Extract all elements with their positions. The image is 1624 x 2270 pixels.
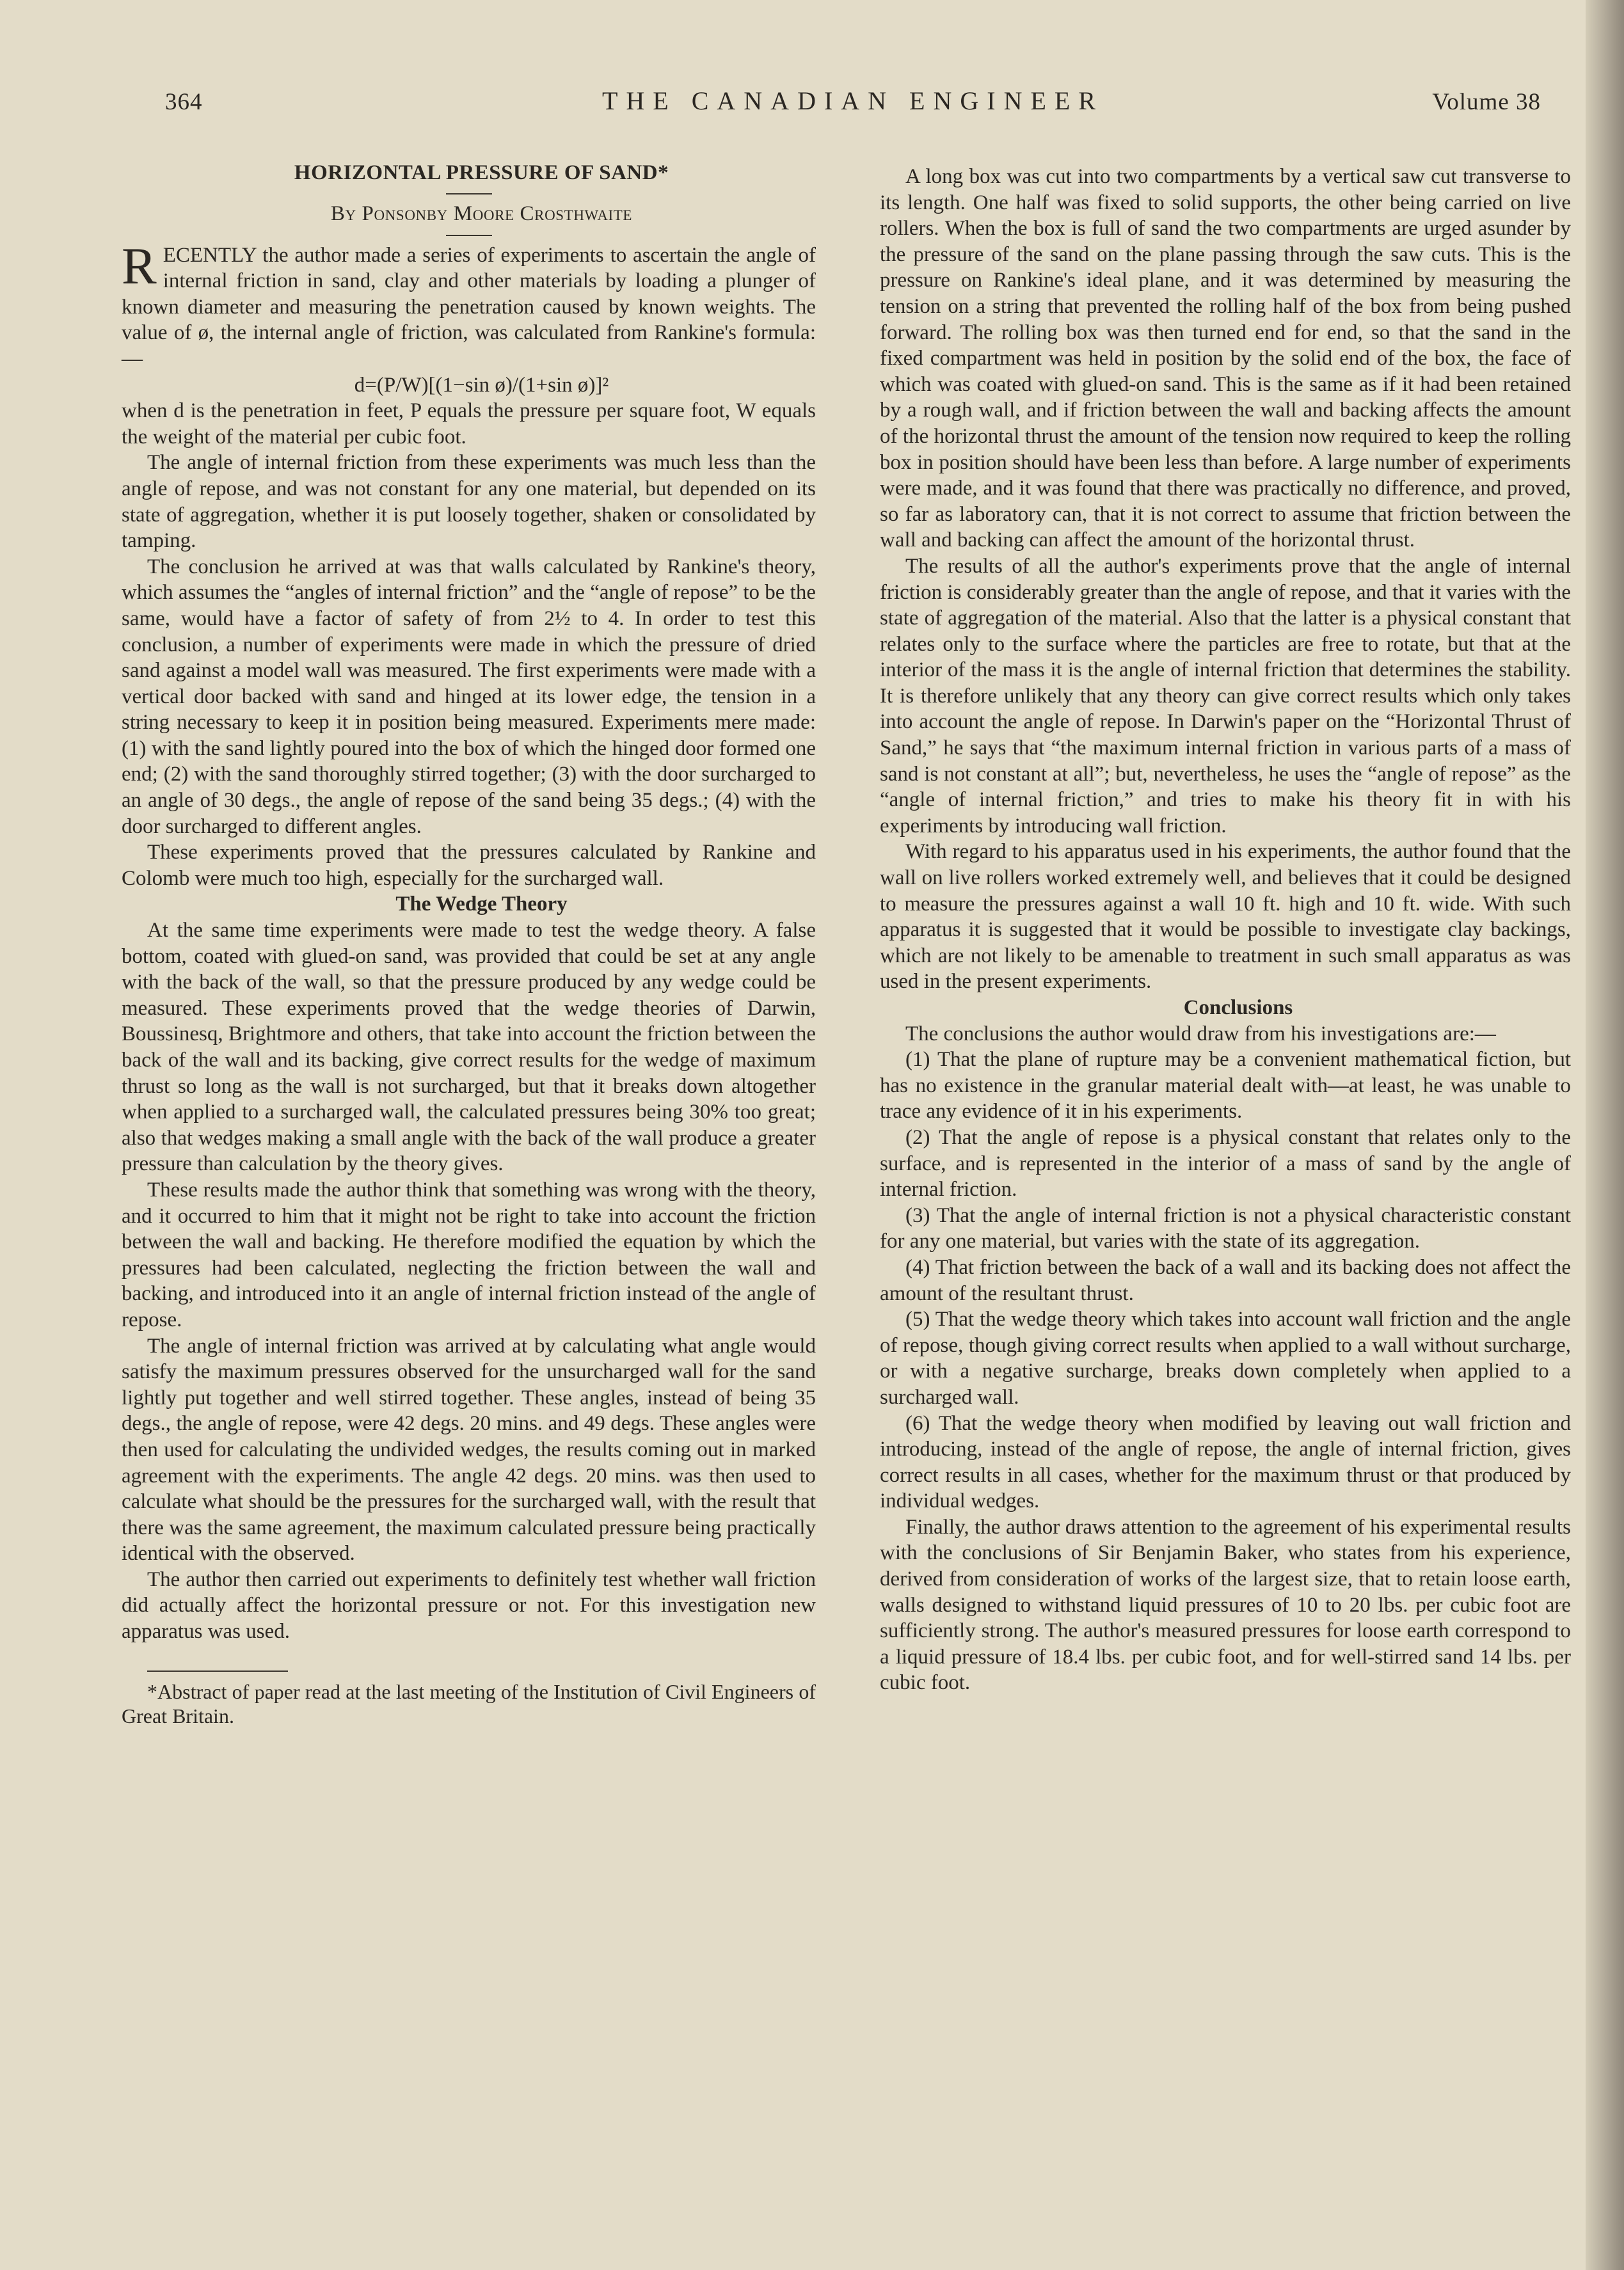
- left-column: [122, 160, 816, 1728]
- page-edge: [1586, 0, 1624, 2270]
- section-heading-conclusions: Conclusions: [1183, 996, 1293, 1019]
- rankine-formula: d=(P/W)[(1−sin ø)/(1+sin ø)]²: [354, 373, 609, 397]
- publication-title: THE CANADIAN ENGINEER: [601, 86, 1104, 115]
- footnote: *Abstract of paper read at the last meeting of the Institution of Civil Engineers of Great Britain.: [122, 1679, 816, 1727]
- conclusion-item: (4) That friction between the back of a wall and its backing does not affect the amount of the resultant thrust.: [880, 1255, 1571, 1305]
- footnote-rule: [147, 1671, 288, 1672]
- byline: [122, 201, 816, 227]
- page-number: 364: [165, 89, 203, 115]
- paragraph: The conclusion he arrived at was that walls calculated by Rankine's theory, which assumes the “angles of internal friction” and the “angle of repose” to be the same, would have a factor of safety of from 2½ to 4. In order to test this conclusion, a number of experiments were made in which the pressure of dried sand against a model wall was measured. The first experiments were made with a vertical door backed with sand and hinged at its lower edge, the tension in a string necessary to keep it in position being measured. Experiments mere made: (1) with the sand lightly poured into the box of which the hinged door formed one end; (2) with the sand thoroughly stirred together; (3) with the door surcharged to an angle of 30 degs., the angle of repose of the sand being 35 degs.; (4) with the door surcharged to different angles.: [122, 555, 816, 838]
- paragraph: when d is the penetration in feet, P equals the pressure per square foot, W equals the weight of the material per cubic foot.: [122, 399, 816, 448]
- paragraph: The angle of internal friction from these experiments was much less than the angle of repose, and was not constant for any one material, but depended on its state of aggregation, whether it is put loosely together, shaken or consolidated by tamping.: [122, 451, 816, 553]
- paragraph: These results made the author think that something was wrong with the theory, and it occurred to him that it might not be right to take into account the friction between the wall and backing. He therefore modified the equation by which the pressures had been calculated, neglecting the friction between the wall and backing, and introduced into it an angle of internal friction instead of the angle of repose.: [122, 1178, 816, 1331]
- paragraph: A long box was cut into two compartments by a vertical saw cut transverse to its length. One half was fixed to solid supports, the other being carried on live rollers. When the box is full of sand the two compartments are urged asunder by the pressure of the sand on the plane passing through the saw cuts. This is the pressure on Rankine's ideal plane, and it was determined by measuring the tension on a string that prevented the rolling half of the box from being pushed forward. The rolling box was then turned end for end, so that the sand in the fixed compartment was held in position by the solid end of the box, the face of which was coated with glued-on sand. This is the same as if it had been retained by a rough wall, and if friction between the wall and backing affects the amount of the horizontal thrust the amount of the tension now required to keep the rolling box in position should have been less than before. A large number of experiments were made, and it was found that there was practically no difference, and proved, so far as laboratory can, that it is not correct to assume that friction between the wall and backing can affect the amount of the horizontal thrust.: [880, 165, 1571, 552]
- conclusion-item: (6) That the wedge theory when modified by leaving out wall friction and introducing, instead of the angle of repose, the angle of internal friction, gives correct results in all cases, whether for the maximum thrust or that produced by individual wedges.: [880, 1411, 1571, 1513]
- article-title: HORIZONTAL PRESSURE OF SAND*: [294, 161, 669, 184]
- running-header: [165, 82, 1541, 127]
- paragraph-intro-text: ECENTLY the author made a series of experiments to ascertain the angle of internal friction in sand, clay and other materials by loading a plunger of known diameter and measuring the penetration caused by known weights. The value of ø, the internal angle of friction, was calculated from Rankine's formula:—: [122, 243, 816, 370]
- drop-cap: R: [122, 236, 157, 295]
- paragraph: Finally, the author draws attention to the agreement of his experimental results with the conclusions of Sir Benjamin Baker, who states from his experience, derived from consideration of works of the largest size, that to retain loose earth, walls designed to withstand liquid pressures of 10 to 20 lbs. per cubic foot are sufficiently strong. The author's measured pressures for loose earth correspond to a liquid pressure of 18.4 lbs. per cubic foot, and for well-stirred sand 14 lbs. per cubic foot.: [880, 1515, 1571, 1695]
- paragraph: The angle of internal friction was arrived at by calculating what angle would satisfy the maximum pressures observed for the unsurcharged wall for the sand lightly put together and well stirred together. These angles, instead of being 35 degs., the angle of repose, were 42 degs. 20 mins. and 49 degs. These angles were then used for calculating the undivided wedges, the results coming out in marked agreement with the experiments. The angle 42 degs. 20 mins. was then used to calculate what should be the pressures for the surcharged wall, with the result that there was the same agreement, the maximum calculated pressure being practically identical with the observed.: [122, 1334, 816, 1566]
- conclusion-item: (2) That the angle of repose is a physical constant that relates only to the surface, and is represented in the interior of a mass of sand by the angle of internal friction.: [880, 1125, 1571, 1202]
- author-name: By Ponsonby Moore Crosthwaite: [330, 202, 633, 225]
- conclusion-item: (5) That the wedge theory which takes into account wall friction and the angle of repose, though giving correct results when applied to a wall without surcharge, or with a negative surcharge, breaks down completely when applied to a surcharged wall.: [880, 1308, 1571, 1409]
- paragraph: The results of all the author's experiments prove that the angle of internal friction is considerably greater than the angle of repose, and that it varies with the state of aggregation of the material. Also that the latter is a physical constant that relates only to the surface where the particles are free to rotate, but that at the interior of the mass it is the angle of internal friction that determines the stability. It is therefore unlikely that any theory can give correct results which only takes into account the angle of repose. In Darwin's paper on the “Horizontal Thrust of Sand,” he says that “the maximum internal friction in various parts of a mass of sand is not constant at all”; but, nevertheless, he uses the “angle of repose” as the “angle of internal friction,” and tries to make his theory fit in with his experiments by introducing wall friction.: [880, 554, 1571, 837]
- section-heading-wedge-theory: The Wedge Theory: [395, 893, 568, 916]
- right-column: [880, 164, 1571, 1696]
- paragraph: These experiments proved that the pressures calculated by Rankine and Colomb were much too high, especially for the surcharged wall.: [122, 841, 816, 890]
- conclusion-item: (1) That the plane of rupture may be a convenient mathematical fiction, but has no existence in the granular material dealt with—at least, he was unable to trace any evidence of it in his experiments.: [880, 1048, 1571, 1123]
- volume-label: Volume 38: [1432, 89, 1541, 115]
- conclusions-list: [880, 1047, 1571, 1514]
- byline-rule: [446, 235, 492, 236]
- paragraph: The author then carried out experiments to definitely test whether wall friction did actually affect the horizontal pressure or not. For this investigation new apparatus was used.: [122, 1568, 816, 1644]
- paragraph: The conclusions the author would draw from his investigations are:—: [905, 1022, 1496, 1045]
- paragraph: With regard to his apparatus used in his experiments, the author found that the wall on live rollers worked extremely well, and believes that it could be designed to measure the pressures against a wall 10 ft. high and 10 ft. wide. With such apparatus it is suggested that it would be possible to investigate clay backings, which are not likely to be amenable to treatment in such small apparatus as was used in the present experiments.: [880, 840, 1571, 994]
- title-rule: [446, 193, 492, 194]
- paragraph: At the same time experiments were made to test the wedge theory. A false bottom, coated with glued-on sand, was provided that could be set at any angle with the back of the wall, so that the pressure produced by any wedge could be measured. These experiments proved that the wedge theories of Darwin, Boussinesq, Brightmore and others, that take into account the friction between the back of the wall and its backing, give correct results for the wedge of maximum thrust so long as the wall is not surcharged, but that it breaks down altogether when applied to a surcharged wall, the calculated pressures being 30% too great; also that wedges making a small angle with the back of the wall produce a greater pressure than calculation by the theory gives.: [122, 919, 816, 1176]
- conclusion-item: (3) That the angle of internal friction is not a physical characteristic constant for any one material, but varies with the state of its aggregation.: [880, 1203, 1571, 1253]
- paragraph-intro: [122, 236, 816, 372]
